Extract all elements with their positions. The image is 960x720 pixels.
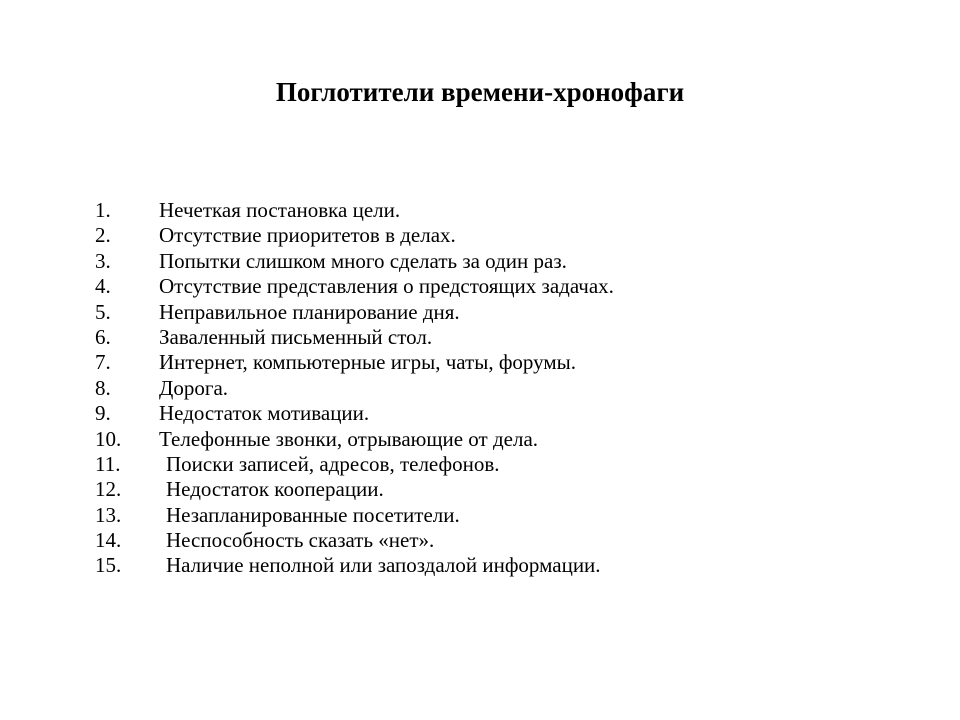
list-item-number: 2. <box>95 223 111 248</box>
list-item-text: Отсутствие представления о предстоящих задачах. <box>159 274 614 299</box>
list-item-text: Попытки слишком много сделать за один раз. <box>159 248 567 273</box>
list-item-text: Дорога. <box>159 375 229 400</box>
list-item-text: Незапланированные посетители. <box>166 502 460 527</box>
list-item-number: 13. <box>95 502 122 527</box>
list-item-text: Неспособность сказать «нет». <box>166 528 435 553</box>
list-item-number: 8. <box>95 375 111 400</box>
list-item-text: Интернет, компьютерные игры, чаты, форумы. <box>159 350 577 375</box>
list-item-number: 7. <box>95 350 111 375</box>
list-item-number: 15. <box>95 553 122 578</box>
list-item-text: Недостаток кооперации. <box>166 477 384 502</box>
list-item-text: Нечеткая постановка цели. <box>159 198 401 222</box>
list-item-number: 4. <box>95 274 111 299</box>
list-item-text: Отсутствие приоритетов в делах. <box>159 223 456 248</box>
list-item-number: 3. <box>95 248 111 273</box>
list-item-number: 12. <box>95 477 122 502</box>
list-item-number: 5. <box>95 299 111 324</box>
list-item-number: 6. <box>95 324 111 349</box>
list-item-text: Наличие неполной или запоздалой информации. <box>166 553 601 578</box>
list-item-text: Недостаток мотивации. <box>159 401 370 426</box>
list-item-number: 10. <box>95 426 122 451</box>
list-item-number: 11. <box>95 451 121 476</box>
list-item-text: Телефонные звонки, отрывающие от дела. <box>159 426 539 451</box>
slide-title: Поглотители времени-хронофаги <box>275 77 685 107</box>
list-item-text: Поиски записей, адресов, телефонов. <box>166 451 500 476</box>
list-item-number: 1. <box>95 198 111 222</box>
list-item-number: 9. <box>95 401 111 426</box>
list-item-text: Заваленный письменный стол. <box>159 324 433 349</box>
list-item-number: 14. <box>95 528 122 553</box>
list-item-text: Неправильное планирование дня. <box>159 299 460 324</box>
